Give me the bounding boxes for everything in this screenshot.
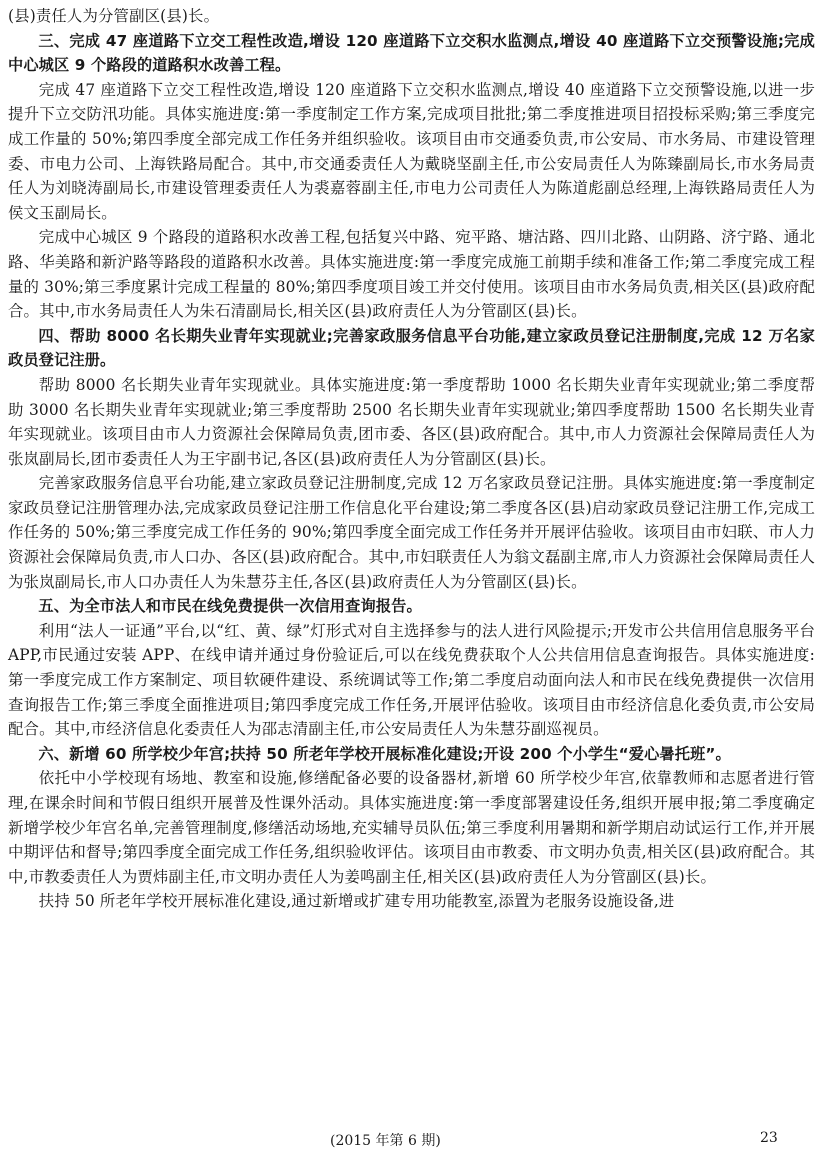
paragraph-continuation: (县)责任人为分管副区(县)长。: [8, 7, 220, 25]
paragraph: 帮助 8000 名长期失业青年实现就业。具体实施进度:第一季度帮助 1000 名长期失业青年实现就业;第二季度帮助 3000 名长期失业青年实现就业;第三季度帮助 2500 名长期失业青年实现就业;第四季度帮助 1500 名长期失业青年实现就业。该项目由市人力资源社会保障局负责,团市委、各区(县)政府配合。其中,市人力资源社会保障局责任人为张岚副局长,团市委责任人为王宇副书记,各区(县)政府责任人为分管副区(县)长。: [8, 375, 815, 468]
section-heading-4: 四、帮助 8000 名长期失业青年实现就业;完善家政服务信息平台功能,建立家政员登记注册制度,完成 12 万名家政员登记注册。: [8, 326, 815, 370]
page-footer: [0, 1128, 827, 1152]
issue-label: (2015 年第 6 期): [330, 1133, 441, 1149]
paragraph: 完成 47 座道路下立交工程性改造,增设 120 座道路下立交积水监测点,增设 40 座道路下立交预警设施,以进一步提升下立交防汛功能。具体实施进度:第一季度制定工作方案,完成项目批批;第二季度推进项目招投标采购;第三季度完成工作量的 50%;第四季度全部完成工作任务并组织验收。该项目由市交通委负责,市公安局、市水务局、市建设管理委、市电力公司、上海铁路局配合。其中,市交通委责任人为戴晓坚副主任,市公安局责任人为陈臻副局长,市水务局责任人为刘晓涛副局长,市建设管理委责任人为裘嘉蓉副主任,市电力公司责任人为陈道彪副总经理,上海铁路局责任人为侯文玉副局长。: [8, 80, 815, 222]
paragraph: 利用“法人一证通”平台,以“红、黄、绿”灯形式对自主选择参与的法人进行风险提示;开发市公共信用信息服务平台 APP,市民通过安装 APP、在线申请并通过身份验证后,可以在线免费获取个人公共信用信息查询报告。具体实施进度:第一季度完成工作方案制定、项目软硬件建设、系统调试等工作;第二季度启动面向法人和市民在线免费提供一次信用查询报告工作;第三季度全面推进项目;第四季度完成工作任务,开展评估验收。该项目由市经济信息化委负责,市公安局配合。其中,市经济信息化委责任人为邵志清副主任,市公安局责任人为朱慧芬副巡视员。: [8, 621, 815, 739]
section-heading-5: 五、为全市法人和市民在线免费提供一次信用查询报告。: [38, 597, 422, 616]
section-heading-3: 三、完成 47 座道路下立交工程性改造,增设 120 座道路下立交积水监测点,增设 40 座道路下立交预警设施;完成中心城区 9 个路段的道路积水改善工程。: [8, 31, 815, 75]
paragraph: 完成中心城区 9 个路段的道路积水改善工程,包括复兴中路、宛平路、塘沽路、四川北路、山阴路、济宁路、通北路、华美路和新沪路等路段的道路积水改善。具体实施进度:第一季度完成施工前期手续和准备工作;第二季度完成工程量的 30%;第三季度累计完成工程量的 80%;第四季度项目竣工并交付使用。该项目由市水务局负责,相关区(县)政府配合。其中,市水务局责任人为朱石清副局长,相关区(县)政府责任人为分管副区(县)长。: [8, 228, 815, 321]
paragraph: 依托中小学校现有场地、教室和设施,修缮配备必要的设备器材,新增 60 所学校少年宫,依靠教师和志愿者进行管理,在课余时间和节假日组织开展普及性课外活动。具体实施进度:第一季度部署建设任务,组织开展申报;第二季度确定新增学校少年宫名单,完善管理制度,修缮活动场地,充实辅导员队伍;第三季度利用暑期和新学期启动试运行工作,并开展中期评估和督导;第四季度全面完成工作任务,组织验收评估。该项目由市教委、市文明办负责,相关区(县)政府配合。其中,市教委责任人为贾炜副主任,市文明办责任人为姜鸣副主任,相关区(县)政府责任人为分管副区(县)长。: [8, 769, 815, 886]
paragraph: 完善家政服务信息平台功能,建立家政员登记注册制度,完成 12 万名家政员登记注册。具体实施进度:第一季度制定家政员登记注册管理办法,完成家政员登记注册工作信息化平台建设;第二季度各区(县)启动家政员登记注册工作,完成工作任务的 50%;第三季度完成工作任务的 90%;第四季度全面完成工作任务并开展评估验收。该项目由市妇联、市人力资源社会保障局负责,市人口办、各区(县)政府配合。其中,市妇联责任人为翁文磊副主席,市人力资源社会保障局责任人为张岚副局长,市人口办责任人为朱慧芬主任,各区(县)政府责任人为分管副区(县)长。: [8, 474, 815, 591]
section-heading-6: 六、新增 60 所学校少年宫;扶持 50 所老年学校开展标准化建设;开设 200 个小学生“爱心暑托班”。: [38, 744, 731, 763]
body-text: [8, 4, 815, 914]
page-number: 23: [760, 1130, 778, 1146]
paragraph: 扶持 50 所老年学校开展标准化建设,通过新增或扩建专用功能教室,添置为老服务设施设备,进: [38, 892, 675, 911]
